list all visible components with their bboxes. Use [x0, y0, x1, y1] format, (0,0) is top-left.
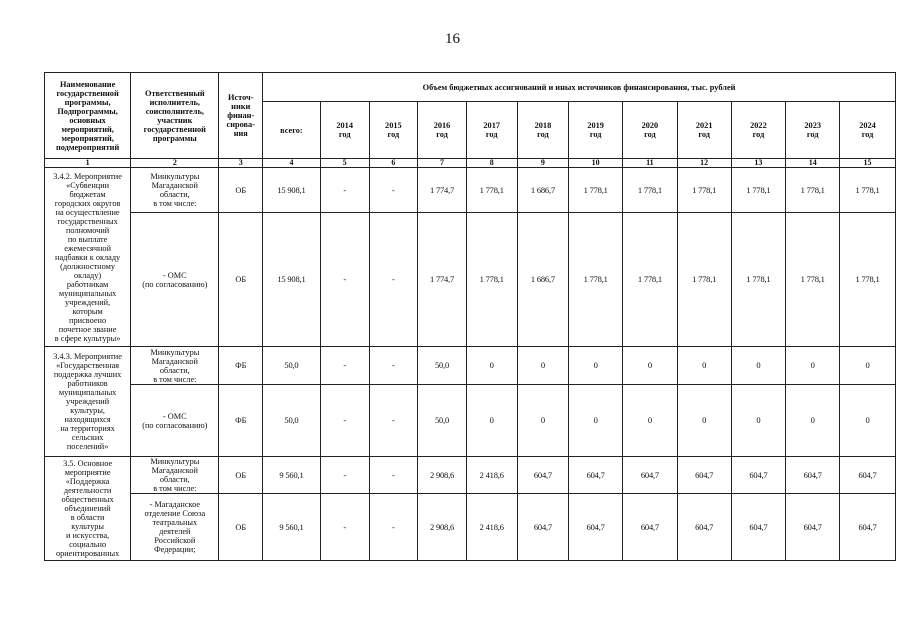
year-value-cell: 604,7	[569, 494, 623, 561]
total-value-cell: 50,0	[263, 347, 321, 385]
executor-cell: Минкультуры Магаданской области, в том числе:	[131, 168, 219, 213]
year-value-cell: 604,7	[786, 494, 840, 561]
column-number: 15	[840, 159, 896, 168]
year-value-cell: 0	[677, 347, 731, 385]
column-number: 7	[418, 159, 467, 168]
year-value-cell: 1 686,7	[517, 213, 569, 347]
year-value-cell: 1 778,1	[569, 168, 623, 213]
year-value-cell: 50,0	[418, 385, 467, 457]
year-value-cell: 0	[517, 347, 569, 385]
total-value-cell: 15 908,1	[263, 168, 321, 213]
year-value-cell: 2 418,6	[466, 457, 517, 494]
source-cell: ФБ	[219, 385, 263, 457]
year-value-cell: 604,7	[517, 494, 569, 561]
year-value-cell: 2 908,6	[418, 457, 467, 494]
page-number: 16	[445, 31, 460, 47]
year-value-cell: -	[369, 347, 418, 385]
column-number: 1	[45, 159, 131, 168]
column-number: 9	[517, 159, 569, 168]
column-number: 14	[786, 159, 840, 168]
header-year: 2023 год	[786, 102, 840, 159]
year-value-cell: 0	[731, 385, 786, 457]
year-value-cell: -	[320, 494, 369, 561]
year-value-cell: 1 778,1	[677, 213, 731, 347]
year-value-cell: 1 778,1	[677, 168, 731, 213]
header-year: 2021 год	[677, 102, 731, 159]
year-value-cell: 0	[786, 347, 840, 385]
year-value-cell: 2 908,6	[418, 494, 467, 561]
year-value-cell: 604,7	[569, 457, 623, 494]
year-value-cell: 1 778,1	[786, 168, 840, 213]
year-value-cell: 0	[840, 385, 896, 457]
year-value-cell: 1 778,1	[623, 168, 678, 213]
header-year: 2015 год	[369, 102, 418, 159]
year-value-cell: 0	[677, 385, 731, 457]
executor-cell: - Магаданское отделение Союза театральных деятелей Российской Федерации;	[131, 494, 219, 561]
year-value-cell: 604,7	[840, 457, 896, 494]
total-value-cell: 9 560,1	[263, 457, 321, 494]
column-number-row	[45, 159, 896, 168]
table-row	[45, 457, 896, 494]
source-cell: ОБ	[219, 457, 263, 494]
table-row	[45, 347, 896, 385]
year-value-cell: 2 418,6	[466, 494, 517, 561]
source-cell: ОБ	[219, 168, 263, 213]
year-value-cell: 1 778,1	[466, 213, 517, 347]
header-executor: Ответственный исполнитель, соисполнитель, участник государственной программы	[131, 73, 219, 159]
year-value-cell: 1 778,1	[840, 213, 896, 347]
year-value-cell: 0	[569, 385, 623, 457]
total-value-cell: 15 908,1	[263, 213, 321, 347]
year-value-cell: 0	[786, 385, 840, 457]
total-value-cell: 50,0	[263, 385, 321, 457]
year-value-cell: -	[369, 213, 418, 347]
source-cell: ОБ	[219, 494, 263, 561]
year-value-cell: 604,7	[677, 457, 731, 494]
column-number: 5	[320, 159, 369, 168]
table-row	[45, 213, 896, 347]
year-value-cell: -	[320, 213, 369, 347]
year-value-cell: -	[320, 457, 369, 494]
measure-name: 3.4.2. Мероприятие «Субвенции бюджетам городских округов на осуществление государственных полномочий по выплате ежемесячной надбавки к окладу (должностному окладу) работникам муниципальных учреждений, которым присвоено почетное звание в сфере культуры»	[45, 168, 131, 347]
total-value-cell: 9 560,1	[263, 494, 321, 561]
executor-cell: Минкультуры Магаданской области, в том числе:	[131, 457, 219, 494]
year-value-cell: 604,7	[623, 457, 678, 494]
header-year: 2016 год	[418, 102, 467, 159]
header-year: 2022 год	[731, 102, 786, 159]
year-value-cell: 0	[569, 347, 623, 385]
table-row	[45, 168, 896, 213]
budget-table	[44, 72, 896, 561]
year-value-cell: 1 778,1	[840, 168, 896, 213]
executor-cell: Минкультуры Магаданской области, в том числе:	[131, 347, 219, 385]
year-value-cell: 1 774,7	[418, 168, 467, 213]
header-year: 2024 год	[840, 102, 896, 159]
column-number: 6	[369, 159, 418, 168]
executor-cell: - ОМС (по согласованию)	[131, 213, 219, 347]
header-year: 2018 год	[517, 102, 569, 159]
table-body	[45, 168, 896, 561]
column-number: 4	[263, 159, 321, 168]
year-value-cell: 1 778,1	[466, 168, 517, 213]
year-value-cell: 0	[623, 385, 678, 457]
executor-cell: - ОМС (по согласованию)	[131, 385, 219, 457]
year-value-cell: 0	[517, 385, 569, 457]
year-value-cell: 0	[840, 347, 896, 385]
year-value-cell: 1 778,1	[623, 213, 678, 347]
header-year: 2019 год	[569, 102, 623, 159]
column-number: 3	[219, 159, 263, 168]
year-value-cell: 604,7	[731, 457, 786, 494]
header-year: 2020 год	[623, 102, 678, 159]
year-value-cell: 1 778,1	[786, 213, 840, 347]
column-number: 12	[677, 159, 731, 168]
header-source: Источ- ники финан- сирова- ния	[219, 73, 263, 159]
year-value-cell: -	[320, 347, 369, 385]
column-number: 11	[623, 159, 678, 168]
column-number: 2	[131, 159, 219, 168]
column-number: 13	[731, 159, 786, 168]
table-row	[45, 385, 896, 457]
year-value-cell: 1 778,1	[731, 168, 786, 213]
year-value-cell: 604,7	[786, 457, 840, 494]
header-year: 2014 год	[320, 102, 369, 159]
source-cell: ФБ	[219, 347, 263, 385]
year-value-cell: 1 778,1	[569, 213, 623, 347]
year-value-cell: -	[369, 494, 418, 561]
year-value-cell: -	[320, 385, 369, 457]
year-value-cell: 1 686,7	[517, 168, 569, 213]
measure-name: 3.4.3. Мероприятие «Государственная поддержка лучших работников муниципальных учреждений культуры, находящихся на территориях сельских поселений»	[45, 347, 131, 457]
year-value-cell: 0	[731, 347, 786, 385]
year-value-cell: -	[369, 168, 418, 213]
header-program-name: Наименование государственной программы, Подпрограммы, основных мероприятий, мероприятий, подмероприятий	[45, 73, 131, 159]
year-value-cell: 604,7	[731, 494, 786, 561]
year-value-cell: 0	[623, 347, 678, 385]
year-value-cell: 604,7	[677, 494, 731, 561]
column-number: 8	[466, 159, 517, 168]
year-value-cell: 1 774,7	[418, 213, 467, 347]
year-value-cell: 604,7	[517, 457, 569, 494]
year-value-cell: 604,7	[623, 494, 678, 561]
table-row	[45, 494, 896, 561]
header-total: всего:	[263, 102, 321, 159]
header-volume: Объем бюджетных ассигнований и иных источников финансирования, тыс. рублей	[263, 73, 896, 102]
year-value-cell: 1 778,1	[731, 213, 786, 347]
source-cell: ОБ	[219, 213, 263, 347]
year-value-cell: -	[369, 385, 418, 457]
year-value-cell: -	[369, 457, 418, 494]
year-value-cell: 604,7	[840, 494, 896, 561]
measure-name: 3.5. Основное мероприятие «Поддержка деятельности общественных объединений в области культуры и искусства, социально ориентированных	[45, 457, 131, 561]
year-value-cell: -	[320, 168, 369, 213]
year-value-cell: 0	[466, 385, 517, 457]
header-row-1	[45, 73, 896, 102]
column-number: 10	[569, 159, 623, 168]
header-year: 2017 год	[466, 102, 517, 159]
year-value-cell: 0	[466, 347, 517, 385]
year-value-cell: 50,0	[418, 347, 467, 385]
